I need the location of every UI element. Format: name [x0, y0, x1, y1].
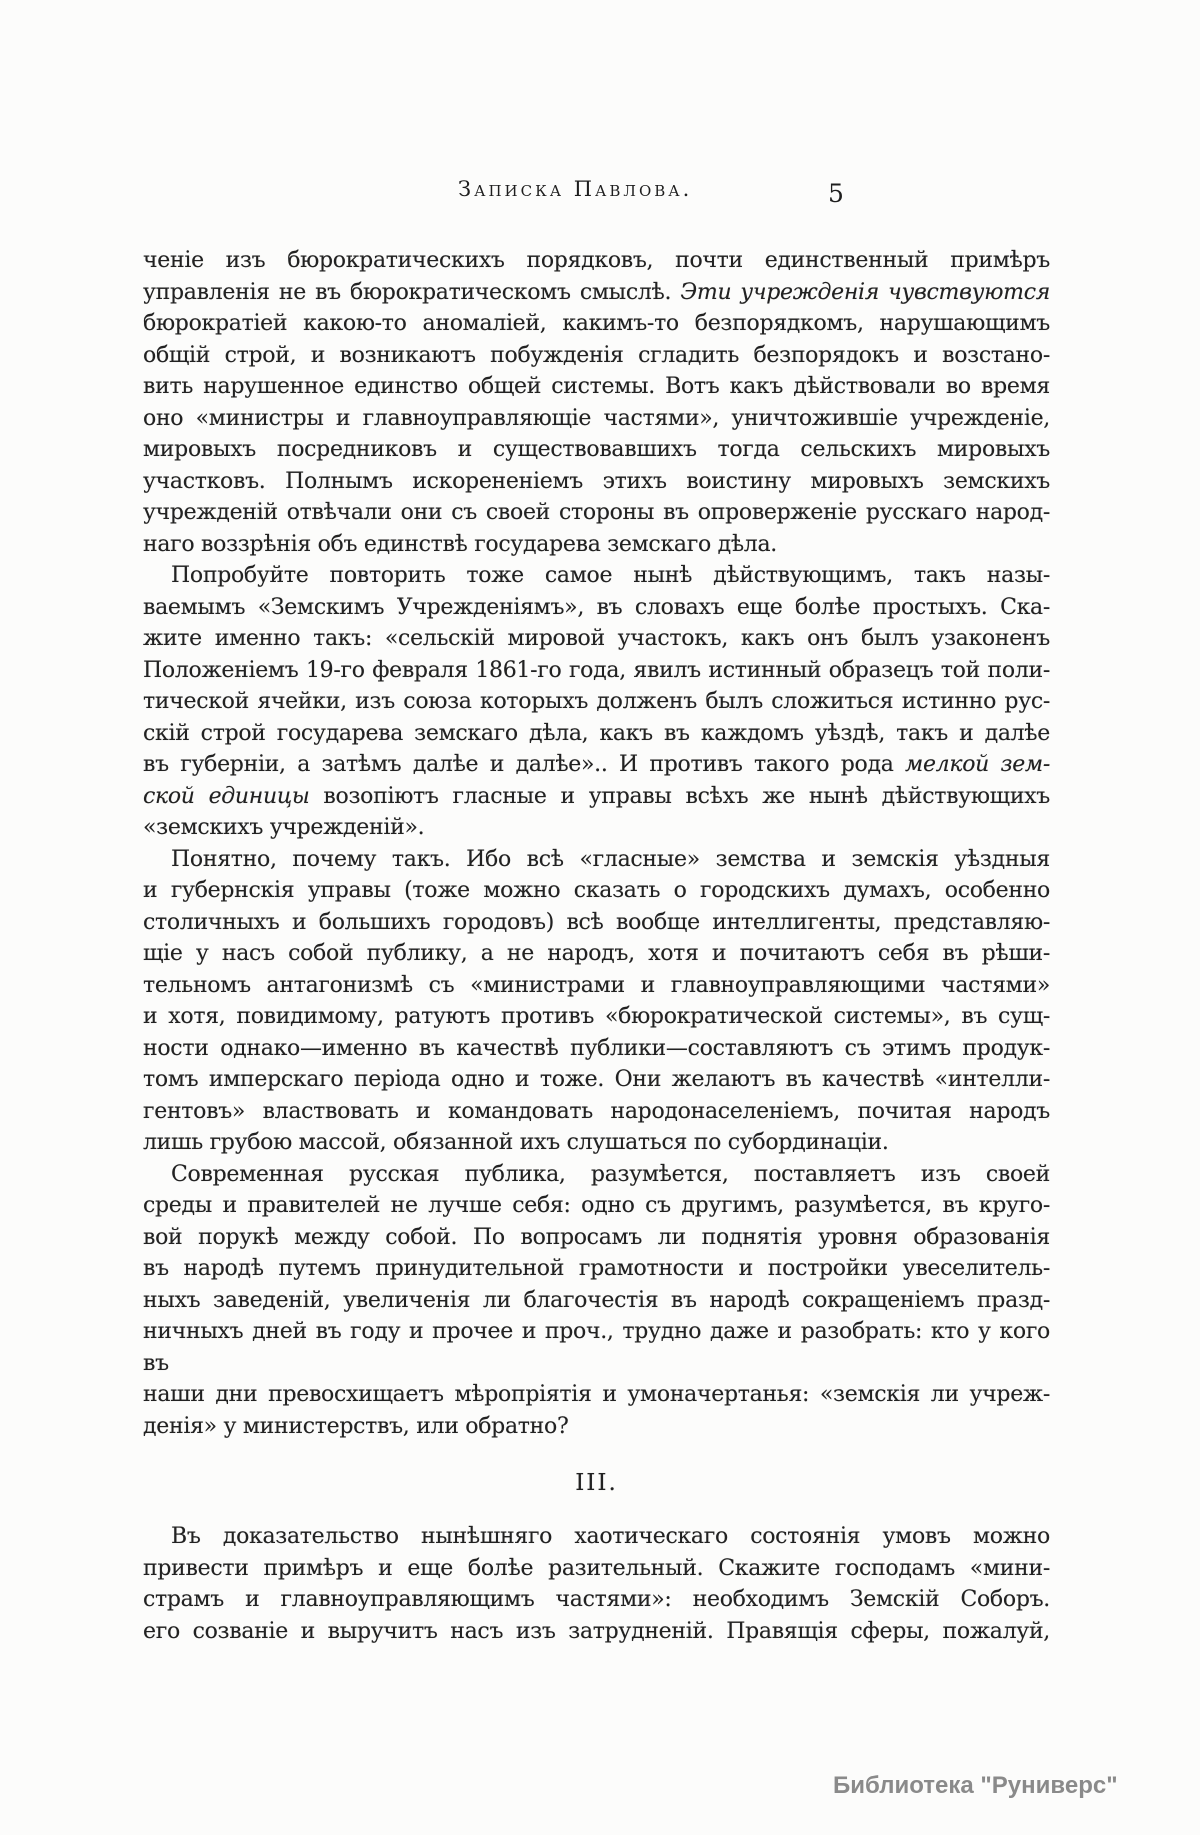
text-line: бюрократіей какою-то аномаліей, какимъ-то безпорядкомъ, нарушающимъ — [143, 311, 1050, 336]
text-line: скій строй государева земскаго дѣла, какъ въ каждомъ уѣздѣ, такъ и далѣе — [143, 720, 1050, 746]
text-line: и хотя, повидимому, ратуютъ противъ «бюрократической системы», въ сущ- — [143, 1004, 1050, 1029]
text-line: среды и правителей не лучше себя: одно съ другимъ, разумѣется, въ круго- — [143, 1193, 1050, 1218]
text-line: томъ имперскаго періода одно и тоже. Они желаютъ въ качествѣ «интелли- — [143, 1067, 1050, 1092]
paragraph — [143, 844, 1050, 1159]
text-line: гентовъ» властвовать и командовать народонаселеніемъ, почитая народъ — [143, 1098, 1050, 1124]
paragraph — [143, 245, 1050, 560]
body-text-upper — [143, 245, 1050, 1442]
text-line: тической ячейки, изъ союза которыхъ долженъ былъ сложиться истинно рус- — [143, 689, 1050, 714]
text-line: привести примѣръ и еще болѣе разительный. Скажите господамъ «мини- — [143, 1555, 1050, 1581]
text-line: въ губерніи, а затѣмъ далѣе и далѣе».. И противъ такого рода мелкой зем- — [143, 752, 1050, 777]
page-number: 5 — [828, 179, 844, 208]
text-line: оно «министры и главноуправляющіе частями», уничтожившіе учрежденіе, — [143, 405, 1050, 431]
text-line: тельномъ антагонизмѣ съ «министрами и главноуправляющими частями» — [143, 972, 1050, 998]
text-line: ности однако—именно въ качествѣ публики—составляютъ съ этимъ продук- — [143, 1035, 1050, 1061]
text-line: ныхъ заведеній, увеличенія ли благочестія въ народѣ сокращеніемъ празд- — [143, 1287, 1050, 1313]
text-line: Современная русская публика, разумѣется, поставляетъ изъ своей — [171, 1161, 1050, 1187]
text-line: страмъ и главноуправляющимъ частями»: необходимъ Земскій Соборъ. — [143, 1587, 1050, 1612]
text-line: наши дни превосхищаетъ мѣропріятія и умоначертанья: «земскія ли учреж- — [143, 1382, 1050, 1407]
text-line: управленія не въ бюрократическомъ смыслѣ. Эти учрежденія чувствуются — [143, 279, 1050, 305]
text-line: участковъ. Полнымъ искорененіемъ этихъ воистину мировыхъ земскихъ — [143, 468, 1050, 494]
text-line: столичныхъ и большихъ городовъ) всѣ вообще интеллигенты, представляю- — [143, 909, 1050, 935]
text-line: Положеніемъ 19-го февраля 1861-го года, явилъ истинный образецъ той поли- — [143, 657, 1050, 683]
text-line: мировыхъ посредниковъ и существовавшихъ тогда сельскихъ мировыхъ — [143, 437, 1050, 462]
text-line: Попробуйте повторить тоже самое нынѣ дѣйствующимъ, такъ назы- — [171, 563, 1050, 588]
text-line: жите именно такъ: «сельскій мировой участокъ, какъ онъ былъ узаконенъ — [143, 626, 1050, 651]
text-line: щіе у насъ собой публику, а не народъ, хотя и почитаютъ себя въ рѣши- — [143, 941, 1050, 966]
paragraph — [143, 560, 1050, 844]
text-line: Понятно, почему такъ. Ибо всѣ «гласные» земства и земскія уѣздныя — [171, 846, 1050, 872]
text-line: вить нарушенное единство общей системы. Вотъ какъ дѣйствовали во время — [143, 374, 1050, 399]
text-line: Въ доказательство нынѣшняго хаотическаго состоянія умовъ можно — [171, 1524, 1050, 1549]
text-line: ничныхъ дней въ году и прочее и проч., трудно даже и разобрать: кто у кого въ — [143, 1319, 1050, 1376]
paragraph — [143, 1159, 1050, 1443]
text-line: лишь грубою массой, обязанной ихъ слушаться по субординаціи. — [143, 1130, 889, 1155]
text-line: денія» у министерствъ, или обратно? — [143, 1413, 569, 1439]
text-line: въ народѣ путемъ принудительной грамотности и постройки увеселитель- — [143, 1256, 1050, 1281]
text-line: наго воззрѣнія объ единствѣ государева земскаго дѣла. — [143, 531, 777, 557]
text-line: его созваніе и выручитъ насъ изъ затрудненій. Правящія сферы, пожалуй, — [143, 1618, 1050, 1644]
section-heading: III. — [575, 1470, 618, 1496]
text-line: вой порукѣ между собой. По вопросамъ ли поднятія уровня образованія — [143, 1224, 1050, 1250]
paragraph — [143, 1521, 1050, 1647]
text-line: «земскихъ учрежденій». — [143, 815, 425, 840]
text-line: и губернскія управы (тоже можно сказать о городскихъ думахъ, особенно — [143, 878, 1050, 903]
body-text-lower — [143, 1521, 1050, 1647]
text-line: ваемымъ «Земскимъ Учрежденіямъ», въ словахъ еще болѣе простыхъ. Ска- — [143, 594, 1050, 620]
text-line: ченіе изъ бюрократическихъ порядковъ, почти единственный примѣръ — [143, 248, 1050, 273]
page-header-title: Записка Павлова. — [458, 177, 693, 201]
text-line: ской единицы возопіютъ гласные и управы всѣхъ же нынѣ дѣйствующихъ — [143, 783, 1050, 809]
text-line: учрежденій отвѣчали они съ своей стороны въ опроверженіе русскаго народ- — [143, 500, 1050, 525]
text-line: общій строй, и возникаютъ побужденія сгладить безпорядокъ и возстано- — [143, 342, 1050, 368]
watermark-text: Библиотека "Руниверс" — [833, 1772, 1118, 1799]
